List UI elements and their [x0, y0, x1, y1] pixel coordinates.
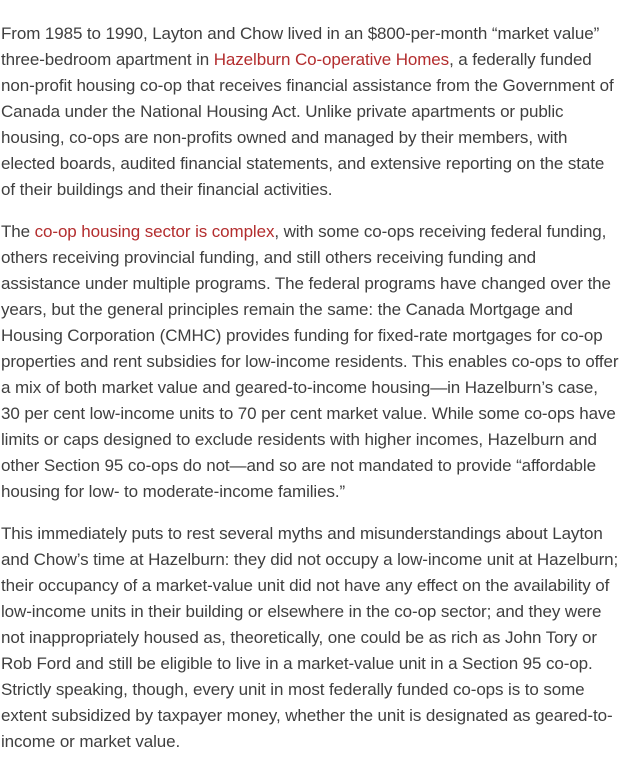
paragraph-3-text-1: This immediately puts to rest several myths and misunderstandings about Layton and Chow’s time at Hazelburn: they did not occupy a low-income unit at Hazelburn; their occupancy of a market-value unit did not have any effect on the availability of low-income units in their building or elsewhere in the co-op sector; and they were not inappropriately housed as, theoretically, one could be as rich as John Tory or Rob Ford and still be eligible to live in a market-value unit in a Section 95 co-op. Strictly speaking, though, every unit in most federally funded co-ops is to some extent subsidized by taxpayer money, whether the unit is designated as geared-to-income or market value.: [1, 524, 619, 751]
paragraph-1: [1, 21, 619, 203]
paragraph-1-text-1: From 1985 to 1990, Layton and Chow lived in an $800-per-month “market value” three-bedroom apartment in: [1, 24, 600, 69]
paragraph-2-text-1: The: [1, 222, 35, 241]
paragraph-2-text-2: , with some co-ops receiving federal funding, others receiving provincial funding, and still others receiving funding and assistance under multiple programs. The federal programs have changed over the years, but the general principles remain the same: the Canada Mortgage and Housing Corporation (CMHC) provides funding for fixed-rate mortgages for co-op properties and rent subsidies for low-income residents. This enables co-ops to offer a mix of both market value and geared-to-income housing—in Hazelburn’s case, 30 per cent low-income units to 70 per cent market value. While some co-ops have limits or caps designed to exclude residents with higher incomes, Hazelburn and other Section 95 co-ops do not—and so are not mandated to provide “affordable housing for low- to moderate-income families.”: [1, 222, 619, 501]
link-hazelburn-co-operative-homes[interactable]: Hazelburn Co-operative Homes: [213, 50, 450, 69]
paragraph-1-text-2: , a federally funded non-profit housing co-op that receives financial assistance from the Government of Canada under the National Housing Act. Unlike private apartments or public housing, co-ops are non-profits owned and managed by their members, with elected boards, audited financial statements, and extensive reporting on the state of their buildings and their financial activities.: [1, 50, 614, 199]
paragraph-3: [1, 521, 619, 755]
paragraph-2: [1, 219, 619, 505]
link-co-op-housing-sector-is-complex[interactable]: co-op housing sector is complex: [34, 222, 275, 241]
